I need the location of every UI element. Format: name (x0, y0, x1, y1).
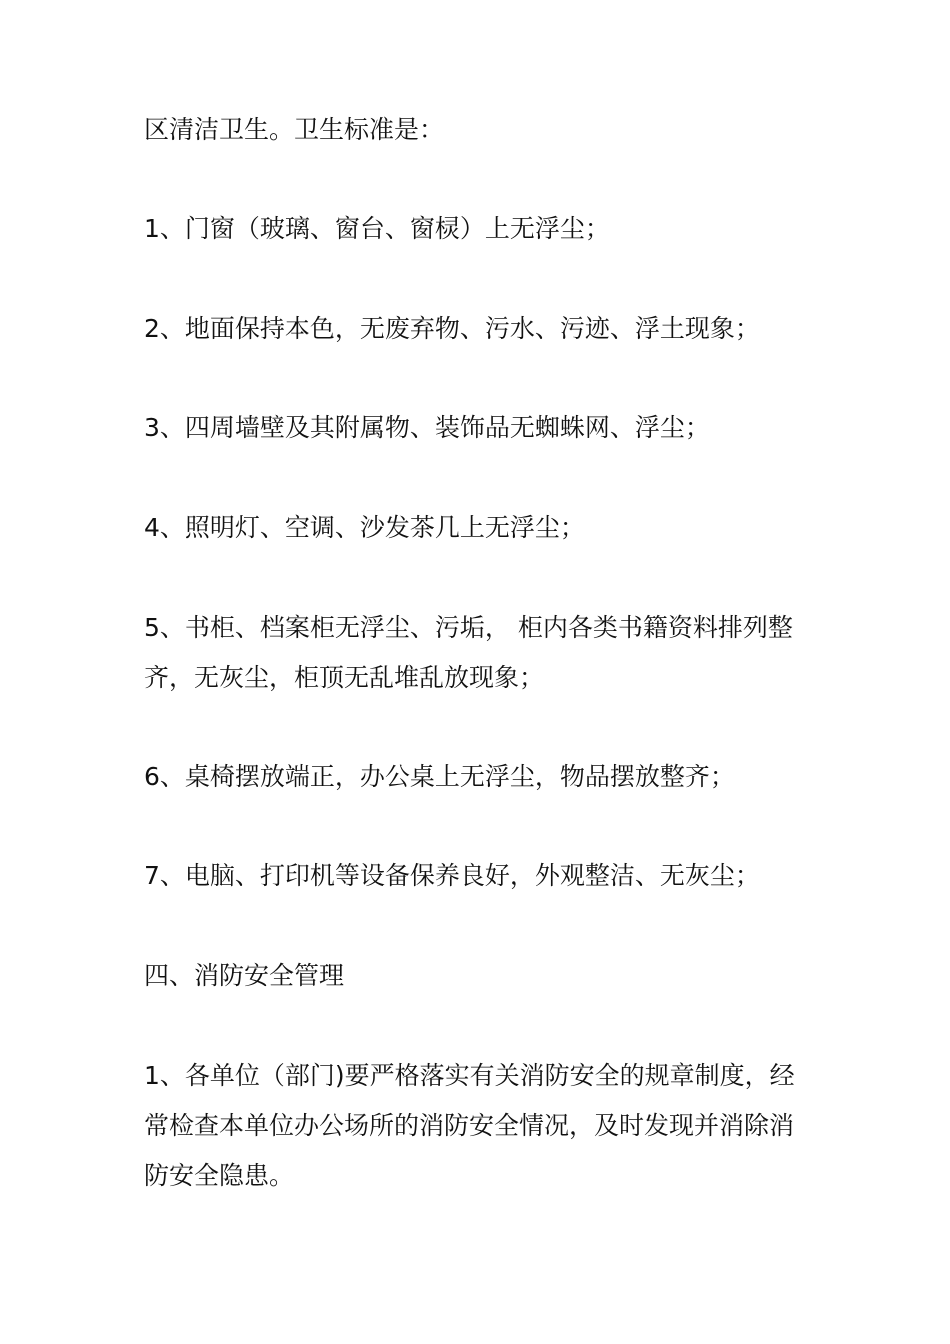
paragraph-item-4: 4、照明灯、空调、沙发茶几上无浮尘； (144, 513, 585, 542)
paragraph-item-6: 6、桌椅摆放端正，办公桌上无浮尘，物品摆放整齐； (144, 762, 735, 791)
section-heading-fire-safety: 四、消防安全管理 (144, 961, 345, 990)
paragraph-item-3: 3、四周墙壁及其附属物、装饰品无蜘蛛网、浮尘； (144, 413, 710, 442)
paragraph-item-1: 1、门窗（玻璃、窗台、窗棂）上无浮尘； (144, 214, 610, 243)
paragraph-fire-item-1: 1、各单位（部门)要严格落实有关消防安全的规章制度，经常检查本单位办公场所的消防安全情况，及时发现并消除消防安全隐患。 (144, 1061, 795, 1190)
paragraph-item-2: 2、地面保持本色，无废弃物、污水、污迹、浮土现象； (144, 314, 760, 343)
paragraph-item-7: 7、电脑、打印机等设备保养良好，外观整洁、无灰尘； (144, 861, 760, 890)
paragraph-intro: 区清洁卫生。卫生标准是： (144, 115, 445, 144)
paragraph-item-5: 5、书柜、档案柜无浮尘、污垢， 柜内各类书籍资料排列整齐，无灰尘，柜顶无乱堆乱放现象； (144, 613, 793, 692)
